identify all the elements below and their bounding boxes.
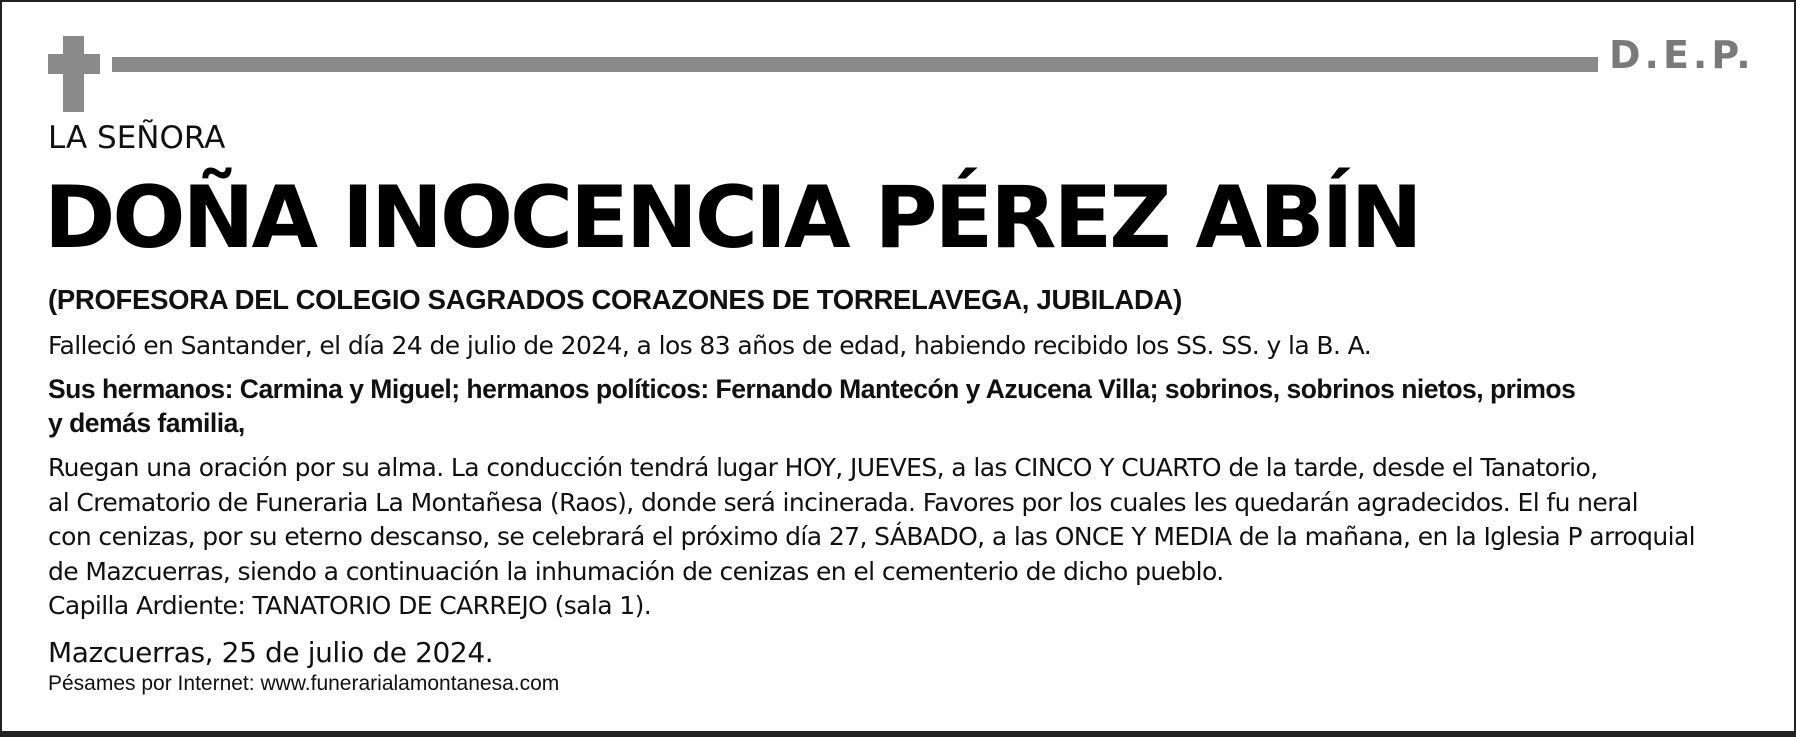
- ceremony-line: con cenizas, por su eterno descanso, se celebrará el próximo día 27, SÁBADO, a las ONCE Y MEDIA de la mañana, en la Iglesia P arroquial: [48, 522, 1696, 551]
- ceremony-line: de Mazcuerras, siendo a continuación la inhumación de cenizas en el cementerio de dicho pueblo.: [48, 556, 1224, 586]
- family-line: Sus hermanos: Carmina y Miguel; hermanos políticos: Fernando Mantecón y Azucena Villa; sobrinos, sobrinos nietos, primos: [48, 374, 1576, 404]
- ceremony-line: Ruegan una oración por su alma. La conducción tendrá lugar HOY, JUEVES, a las CINCO Y CUARTO de la tarde, desde el Tanatorio,: [48, 453, 1598, 482]
- family-line: y demás familia,: [48, 408, 245, 438]
- ceremony-line: al Crematorio de Funeraria La Montañesa (Raos), donde será incinerada. Favores por los cuales les quedarán agradecidos. El fu neral: [48, 487, 1638, 517]
- condolences-link[interactable]: Pésames por Internet: www.funerarialamontanesa.com: [48, 672, 560, 695]
- honorific: LA SEÑORA: [48, 120, 226, 156]
- cross-icon: [48, 36, 100, 112]
- header-rule: [112, 57, 1598, 72]
- death-notice: Falleció en Santander, el día 24 de julio de 2024, a los 83 años de edad, habiendo recibido los SS. SS. y la B. A.: [48, 331, 1372, 360]
- rip-mark: D.E.P.: [1609, 33, 1755, 77]
- ceremony-details: [48, 451, 1695, 624]
- place-date: Mazcuerras, 25 de julio de 2024.: [48, 636, 494, 669]
- deceased-name: DOÑA INOCENCIA PÉREZ ABÍN: [44, 168, 1420, 268]
- family-list: [48, 372, 1628, 440]
- profession: (PROFESORA DEL COLEGIO SAGRADOS CORAZONES DE TORRELAVEGA, JUBILADA): [48, 284, 1182, 315]
- chapel-line: Capilla Ardiente: TANATORIO DE CARREJO (sala 1).: [48, 591, 652, 620]
